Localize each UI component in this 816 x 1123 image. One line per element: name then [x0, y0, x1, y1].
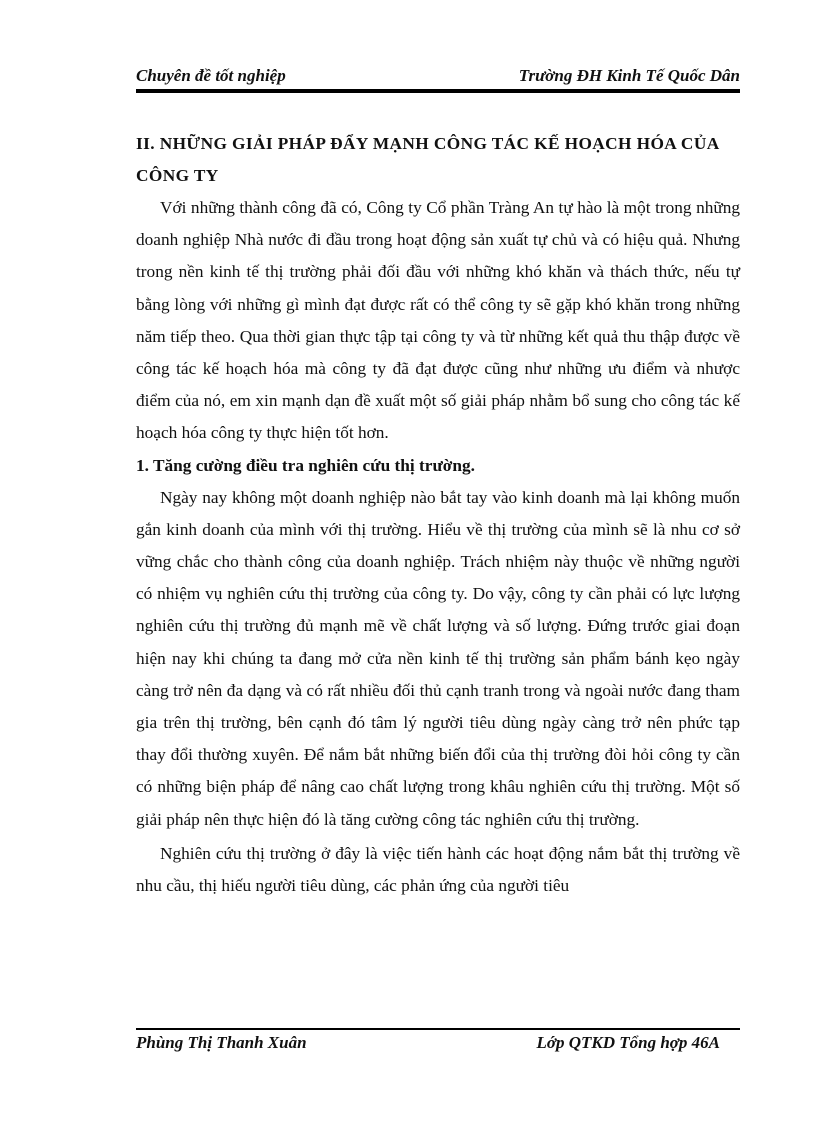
footer-author: Phùng Thị Thanh Xuân [136, 1033, 307, 1052]
footer-divider [136, 1028, 740, 1030]
footer-class: Lớp QTKD Tổng hợp 46A [536, 1033, 720, 1052]
page-content [136, 128, 740, 902]
page-footer [136, 1033, 720, 1053]
paragraph-research-definition: Nghiên cứu thị trường ở đây là việc tiến hành các hoạt động nắm bắt thị trường về nhu cầu, thị hiếu người tiêu dùng, các phản ứng của người tiêu [136, 843, 740, 896]
subsection-heading: 1. Tăng cường điều tra nghiên cứu thị trường. [136, 455, 475, 475]
paragraph-intro: Với những thành công đã có, Công ty Cổ phần Tràng An tự hào là một trong những doanh nghiệp Nhà nước đi đầu trong hoạt động sản xuất tự chủ và có hiệu quả. Nhưng trong nền kinh tế thị trường phải đối đầu với những khó khăn và thách thức, nếu tự bằng lòng với những gì mình đạt được rất có thể công ty sẽ gặp khó khăn trong những năm tiếp theo. Qua thời gian thực tập tại công ty và từ những kết quả thu thập được về công tác kế hoạch hóa mà công ty đã đạt được cũng như những ưu điểm và nhược điểm của nó, em xin mạnh dạn đề xuất một số giải pháp nhằm bổ sung cho công tác kế hoạch hóa công ty thực hiện tốt hơn. [136, 198, 740, 443]
paragraph-market-research: Ngày nay không một doanh nghiệp nào bắt tay vào kinh doanh mà lại không muốn gắn kinh doanh của mình với thị trường. Hiểu về thị trường của mình sẽ là nhu cơ sở vững chắc cho thành công của doanh nghiệp. Trách nhiệm này thuộc về những người có nhiệm vụ nghiên cứu thị trường của công ty. Do vậy, công ty cần phải có lực lượng nghiên cứu thị trường đủ mạnh mẽ về chất lượng và số lượng. Đứng trước giai đoạn hiện nay khi chúng ta đang mở cửa nền kinh tế thị trường sản phẩm bánh kẹo ngày càng trở nên đa dạng và có rất nhiều đối thủ cạnh tranh trong và ngoài nước đang tham gia trên thị trường, bên cạnh đó tâm lý người tiêu dùng ngày càng trở nên phức tạp thay đổi thường xuyên. Để nắm bắt những biến đổi của thị trường đòi hỏi công ty cần có những biện pháp để nâng cao chất lượng trong khâu nghiên cứu thị trường. Một số giải pháp nên thực hiện đó là tăng cường công tác nghiên cứu thị trường. [136, 487, 740, 829]
header-right-text: Trường ĐH Kinh Tế Quốc Dân [518, 66, 740, 85]
section-heading: II. NHỮNG GIẢI PHÁP ĐẨY MẠNH CÔNG TÁC KẾ HOẠCH HÓA CỦA CÔNG TY [136, 134, 719, 185]
page-header [136, 66, 740, 90]
header-left-text: Chuyên đề tốt nghiệp [136, 66, 286, 85]
